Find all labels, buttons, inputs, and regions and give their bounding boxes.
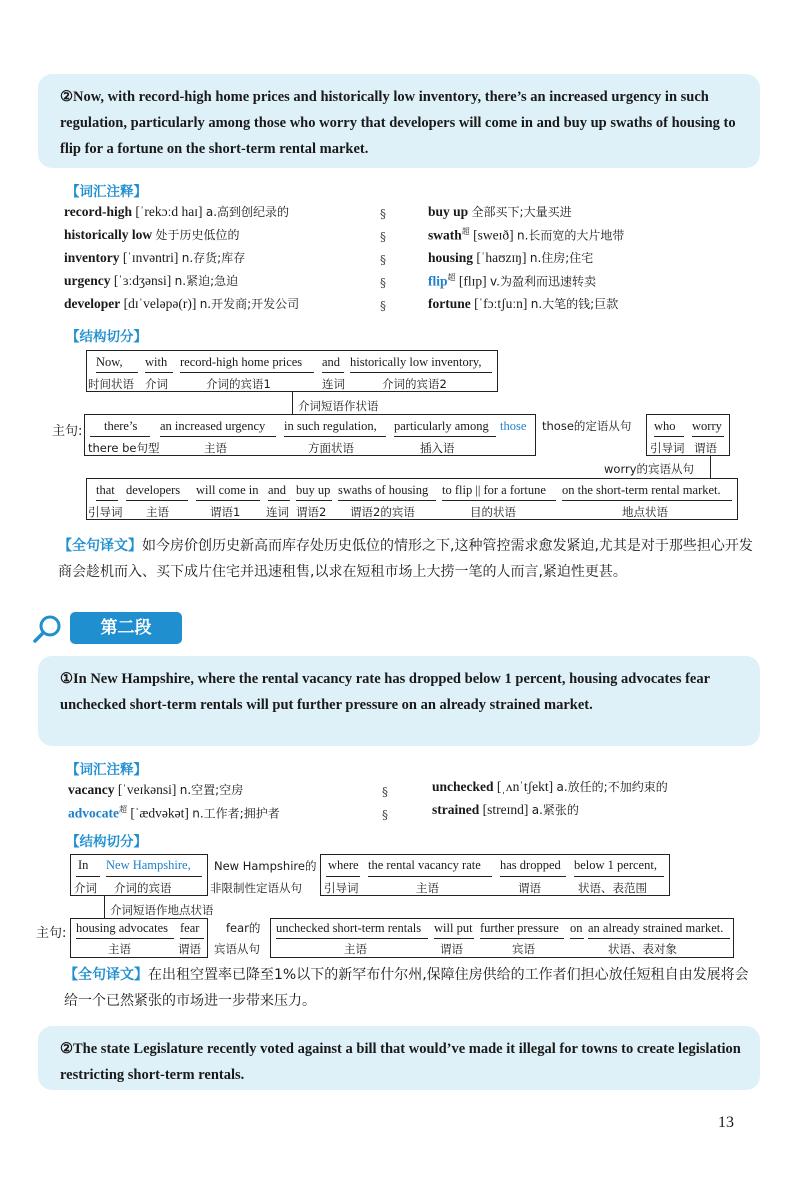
- structure-heading: 【结构切分】: [66, 834, 147, 850]
- vocab-item: strained [streɪnd] a.紧张的: [432, 802, 579, 817]
- vocab-item: inventory [ˈɪnvəntri] n.存货;库存: [64, 250, 246, 265]
- sentence-text: ①In New Hampshire, where the rental vacancy rate has dropped below 1 percent, housing advocates fear unchecked short-term rentals will put further pressure on an already strained market.: [60, 671, 710, 713]
- vocab-item: flip$^超$ [flɪp] v.为盈利而迅速转卖: [428, 273, 597, 289]
- structure-heading: 【结构切分】: [66, 329, 147, 345]
- vocab-right-list: [428, 203, 624, 318]
- magnifier-icon: [32, 614, 62, 644]
- section-title: 第二段: [70, 612, 182, 644]
- vocab-right-list: [432, 778, 668, 824]
- divider-marks: § §: [382, 785, 388, 822]
- vocab-item: housing [ˈhaʊzɪŋ] n.住房;住宅: [428, 250, 594, 265]
- vocab-item: urgency [ˈɜːdʒənsi] n.紧迫;急迫: [64, 273, 239, 288]
- vocab-item: record-high [ˈrekɔːd haɪ] a.高到创纪录的: [64, 204, 290, 219]
- sentence-box: [38, 656, 760, 746]
- vocab-item: developer [dɪˈveləpə(r)] n.开发商;开发公司: [64, 296, 300, 311]
- sentence-text: ②Now, with record-high home prices and historically low inventory, there’s an increased urgency in such regulation, particularly among those who worry that developers will come in and buy up swaths of housing to flip for a fortune on the short-term rental market.: [60, 89, 736, 157]
- vocab-left-list: [68, 781, 280, 827]
- translation-1: 【全句译文】如今房价创历史新高而库存处历史低位的情形之下,这种管控需求愈发紧迫,尤其是对于那些担心开发商会趁机而入、买下成片住宅并迅速租售,以求在短租市场上大捞一笔的人而言,紧迫性更甚。: [58, 538, 753, 580]
- vocab-heading: 【词汇注释】: [66, 762, 147, 778]
- vocab-item: swath$^超$ [sweɪð] n.长而宽的大片地带: [428, 227, 625, 243]
- translation-2: 【全句译文】在出租空置率已降至1%以下的新罕布什尔州,保障住房供给的工作者们担心放任短租自由发展将会给一个已然紧张的市场进一步带来压力。: [64, 967, 749, 1009]
- sentence-box: [38, 1026, 760, 1090]
- sentence-box: [38, 74, 760, 168]
- vocab-item: historically low 处于历史低位的: [64, 227, 240, 242]
- page-number: 13: [718, 1114, 734, 1131]
- vocab-heading: 【词汇注释】: [66, 184, 147, 200]
- vocab-item: buy up 全部买下;大量买进: [428, 204, 572, 219]
- vocab-left-list: [64, 203, 299, 318]
- vocab-item: fortune [ˈfɔːtʃuːn] n.大笔的钱;巨款: [428, 296, 619, 311]
- sentence-text: ②The state Legislature recently voted against a bill that would’ve made it illegal for towns to create legislation restricting short-term rentals.: [60, 1041, 741, 1083]
- vocab-item: advocate$^超$ [ˈædvəkət] n.工作者;拥护者: [68, 805, 280, 821]
- vocab-item: unchecked [ˌʌnˈtʃekt] a.放任的;不加约束的: [432, 779, 668, 794]
- vocab-item: vacancy [ˈveɪkənsi] n.空置;空房: [68, 782, 244, 797]
- divider-marks: § § § § §: [380, 207, 386, 313]
